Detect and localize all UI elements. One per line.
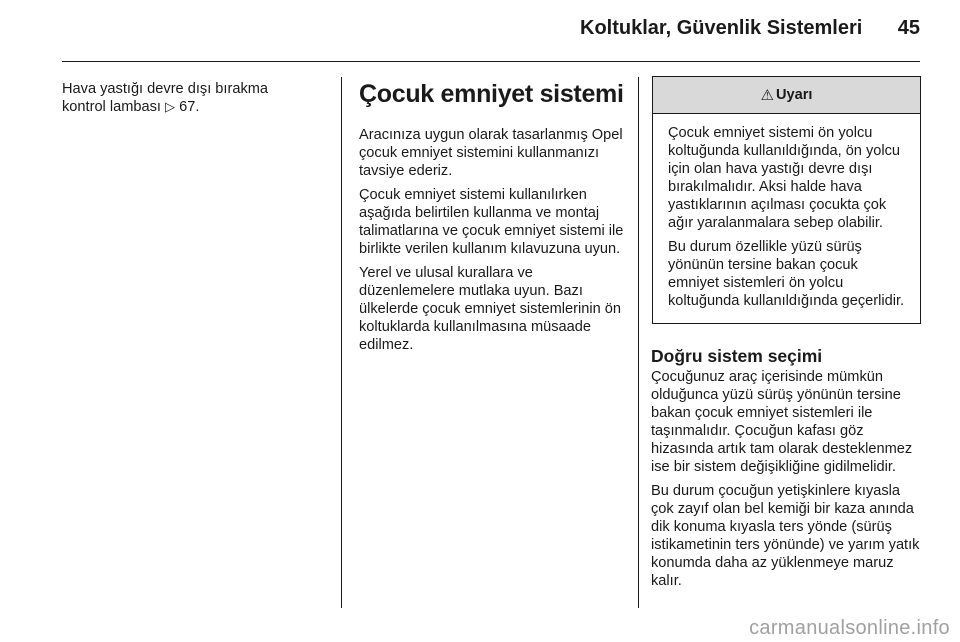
section-heading: Çocuk emniyet sistemi [359, 80, 624, 108]
column-right [651, 76, 921, 596]
page-reference-arrow-icon: ▷ [165, 99, 176, 114]
warning-paragraph: Bu durum özellikle yüzü sürüş yönünün tersine bakan çocuk emniyet sistemleri ön yolcu koltuğunda kullanıldığında geçerlidir. [668, 239, 905, 309]
warning-body [653, 114, 920, 323]
page-number: 45 [897, 17, 920, 39]
paragraph: Yerel ve ulusal kurallara ve düzenlemelere mutlaka uyun. Bazı ülkelerde çocuk emniyet sistemlerinin ön koltuklarda kullanılmasına müsaade edilmez. [359, 265, 621, 353]
warning-paragraph: Çocuk emniyet sistemi ön yolcu koltuğunda kullanıldığında, ön yolcu için olan hava yastığı devre dışı bırakılmalıdır. Aksi halde hava yastıklarının açılması çocukta çok ağır yaralanmalara sebep olabilir. [668, 125, 901, 231]
warning-title: Uyarı [775, 87, 813, 103]
warning-header [653, 77, 920, 114]
header-divider [62, 61, 920, 62]
column-left [62, 80, 332, 122]
paragraph: Çocuğunuz araç içerisinde mümkün olduğunca yüzü sürüş yönünün tersine bakan çocuk emniyet sistemleri ile taşınmalıdır. Çocuğun kafası göz hizasında artık tam olarak desteklenmez ise bir sistem değişikliğine gidilmelidir. [651, 369, 913, 475]
column-divider-right [638, 77, 639, 608]
subsection-heading: Doğru sistem seçimi [651, 346, 823, 366]
paragraph: Çocuk emniyet sistemi kullanılırken aşağıda belirtilen kullanma ve montaj talimatlarına ve çocuk emniyet sistemi ile birlikte verilen kullanım kılavuzuna uyun. [359, 187, 624, 257]
watermark: carmanualsonline.info [749, 617, 950, 639]
page-reference-link[interactable]: 67. [179, 99, 200, 115]
warning-box [652, 76, 921, 324]
column-middle [359, 80, 629, 360]
continuation-text: Hava yastığı devre dışı bırakma kontrol lambası ▷ 67. [62, 81, 269, 115]
warning-triangle-icon: ⚠ [760, 87, 774, 104]
page-header-title: Koltuklar, Güvenlik Sistemleri [580, 17, 863, 39]
paragraph: Bu durum çocuğun yetişkinlere kıyasla çok zayıf olan bel kemiği bir kaza anında dik konuma kıyasla ters yönde (sürüş istikametinin ters yönünde) ve yarım yatık konumda daha az yüklenmeye maruz kalır. [651, 483, 920, 589]
paragraph: Aracınıza uygun olarak tasarlanmış Opel çocuk emniyet sistemini kullanmanızı tavsiye ederiz. [359, 127, 623, 179]
column-divider-left [341, 77, 342, 608]
